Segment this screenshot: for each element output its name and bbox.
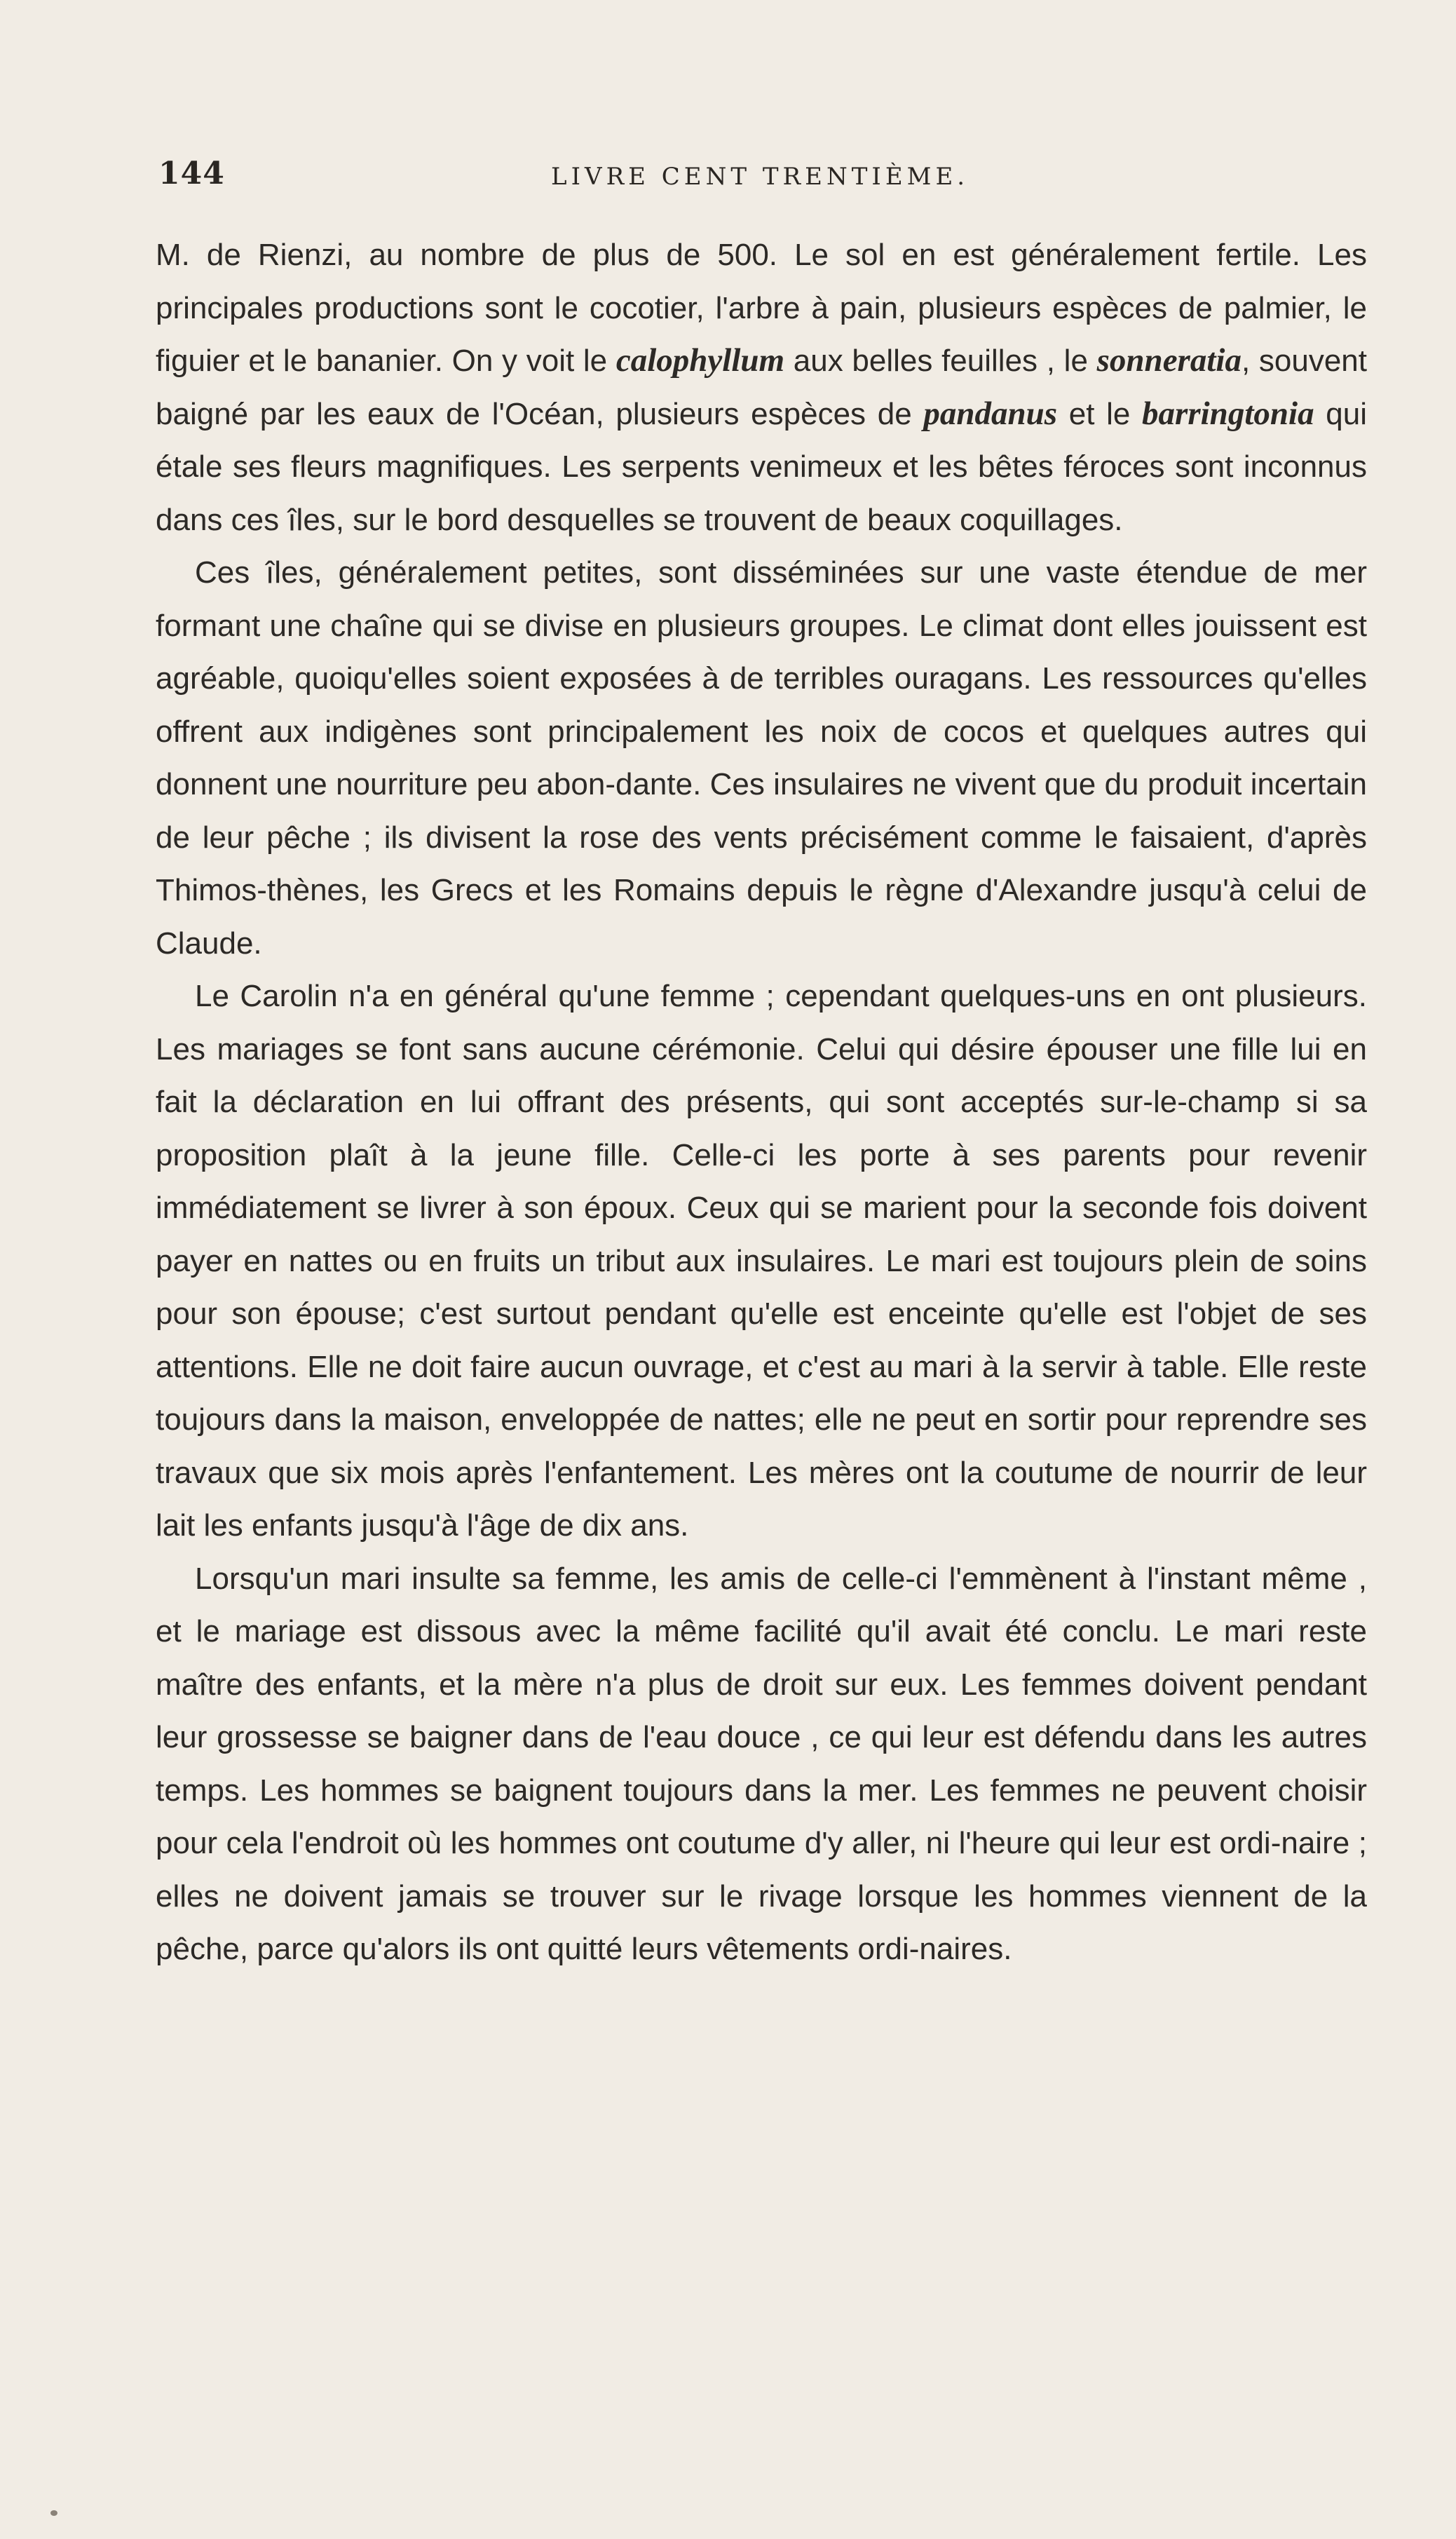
italic-term: calophyllum [615,342,785,379]
paragraph-1 [156,229,1367,546]
text-run: Ces îles, généralement petites, sont disséminées sur une vaste étendue de mer formant une chaîne qui se divise en plusieurs groupes. Le climat dont elles jouissent est agréable, quoiqu'elles soient exposées à de terribles ouragans. Les ressources qu'elles offrent aux indigènes sont principalement les noix de cocos et quelques autres qui donnent une nourriture peu abon-dante. Ces insulaires ne vivent que du produit incertain de leur pêche ; ils divisent la rose des vents précisément comme le faisaient, d'après Thimos-thènes, les Grecs et les Romains depuis le règne d'Alexandre jusqu'à celui de Claude. [156,555,1367,961]
running-title: LIVRE CENT TRENTIÈME. [551,163,969,191]
text-run: et le [1057,396,1143,431]
text-run: , souvent baigné par les eaux de l'Océan, plusieurs espèces de [156,344,1368,431]
page-header [158,156,1364,198]
italic-term: pandanus [923,395,1058,432]
paragraph-2 [156,546,1367,970]
paragraph-4 [156,1552,1367,1976]
italic-term: sonneratia [1096,342,1241,379]
text-run: aux belles feuilles , le [784,344,1097,378]
text-run: qui étale ses fleurs magnifiques. Les serpents venimeux et les bêtes féroces sont inconnus dans ces îles, sur le bord desquelles se trouvent de beaux coquillages. [156,396,1367,537]
page-number: 144 [158,156,225,191]
text-run: M. de Rienzi, au nombre de plus de 500. Le sol en est généralement fertile. Les principales productions sont le cocotier, l'arbre à pain, plusieurs espèces de palmier, le figuier et le bananier. On y voit le [156,238,1367,378]
paragraph-3 [156,970,1367,1552]
paper-speck [50,2510,57,2516]
text-run: Le Carolin n'a en général qu'une femme ; cependant quelques-uns en ont plusieurs. Les mariages se font sans aucune cérémonie. Celui qui désire épouser une fille lui en fait la déclaration en lui offrant des présents, qui sont acceptés sur-le-champ si sa proposition plaît à la jeune fille. Celle-ci les porte à ses parents pour revenir immédiatement se livrer à son époux. Ceux qui se marient pour la seconde fois doivent payer en nattes ou en fruits un tribut aux insulaires. Le mari est toujours plein de soins pour son épouse; c'est surtout pendant qu'elle est enceinte qu'elle est l'objet de ses attentions. Elle ne doit faire aucun ouvrage, et c'est au mari à la servir à table. Elle reste toujours dans la maison, enveloppée de nattes; elle ne peut en sortir pour reprendre ses travaux que six mois après l'enfantement. Les mères ont la coutume de nourrir de leur lait les enfants jusqu'à l'âge de dix ans. [156,979,1367,1543]
text-run: Lorsqu'un mari insulte sa femme, les amis de celle-ci l'emmènent à l'instant même , et le mariage est dissous avec la même facilité qu'il avait été conclu. Le mari reste maître des enfants, et la mère n'a plus de droit sur eux. Les femmes doivent pendant leur grossesse se baigner dans de l'eau douce , ce qui leur est défendu dans les autres temps. Les hommes se baignent toujours dans la mer. Les femmes ne peuvent choisir pour cela l'endroit où les hommes ont coutume d'y aller, ni l'heure qui leur est ordi-naire ; elles ne doivent jamais se trouver sur le rivage lorsque les hommes viennent de la pêche, parce qu'alors ils ont quitté leurs vêtements ordi-naires. [156,1561,1367,1966]
italic-term: barringtonia [1142,395,1314,432]
body-text [156,229,1367,1976]
